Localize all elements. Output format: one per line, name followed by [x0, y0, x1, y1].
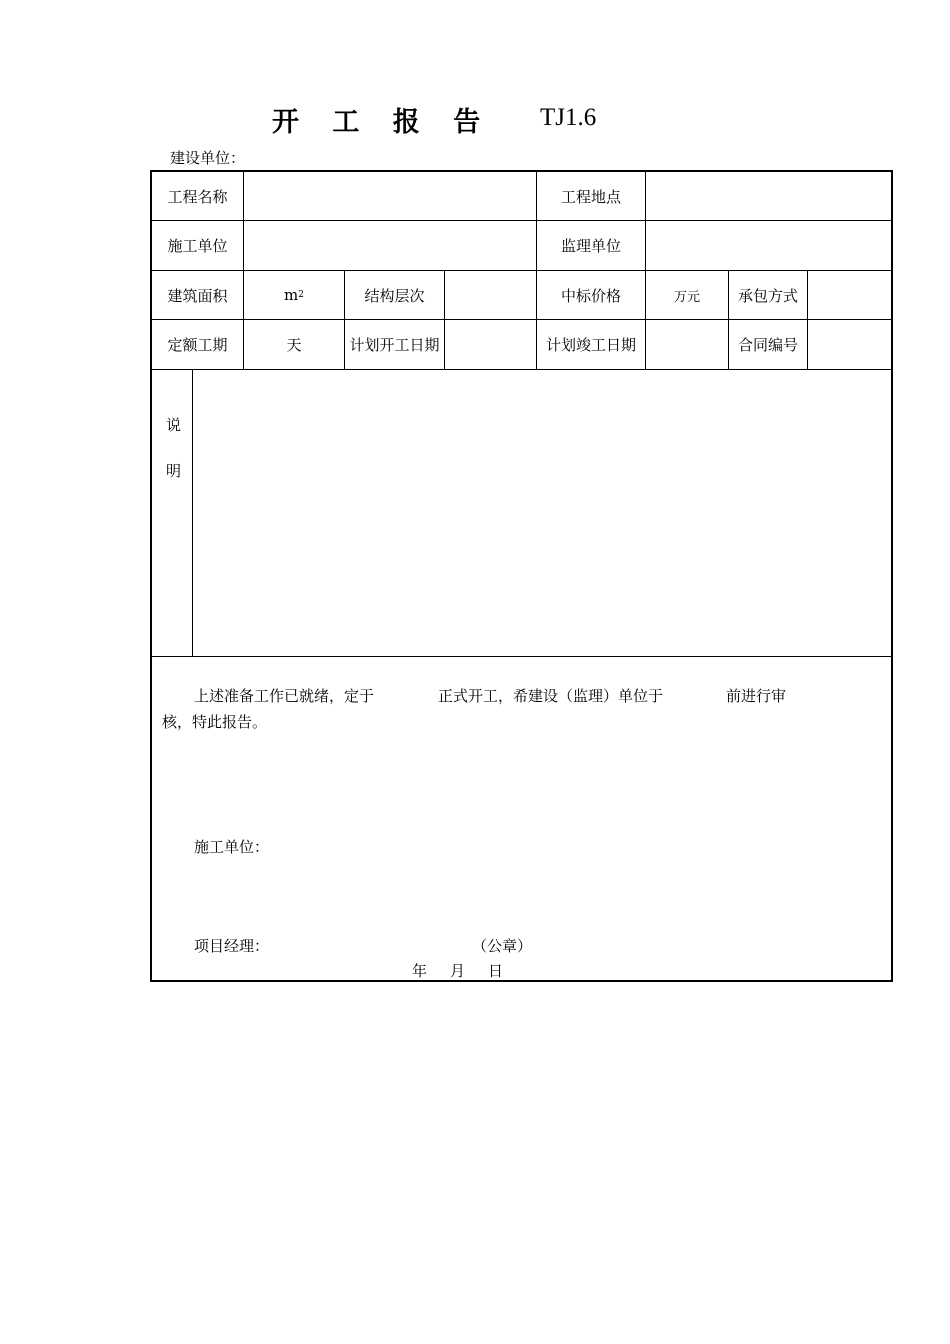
notes-field[interactable]: [193, 370, 891, 656]
notes-label-char: 说: [166, 416, 182, 434]
statement-part2: 正式开工，希建设（监理）单位于: [438, 687, 664, 705]
construction-unit-label: 施工单位: [167, 237, 228, 255]
page-title: 开 工 报 告: [272, 107, 493, 138]
project-name-label: 工程名称: [167, 187, 228, 206]
price-unit: 万元: [673, 289, 700, 305]
quota-period-field[interactable]: [244, 320, 344, 369]
bid-price-label: 中标价格: [560, 286, 621, 305]
builder-unit-label: 建设单位：: [170, 149, 246, 167]
supervision-unit-label: 监理单位: [560, 237, 621, 255]
statement-part1: 上述准备工作已就绪，定于: [194, 687, 375, 705]
planned-finish-label: 计划竣工日期: [545, 336, 636, 354]
contract-mode-field[interactable]: [808, 271, 891, 319]
planned-start-label: 计划开工日期: [349, 336, 440, 354]
statement-line2: 核，特此报告。: [162, 713, 268, 731]
date-month-label: 月: [450, 962, 466, 980]
project-location-label: 工程地点: [560, 187, 621, 206]
project-location-field[interactable]: [646, 172, 891, 220]
project-name-field[interactable]: [244, 172, 536, 220]
quota-period-label: 定额工期: [167, 336, 228, 354]
row-divider: [152, 656, 891, 657]
period-unit: 天: [286, 336, 302, 354]
construction-unit-signature-label: 施工单位：: [194, 838, 270, 856]
contract-no-label: 合同编号: [737, 336, 798, 354]
building-area-field[interactable]: [244, 271, 344, 319]
project-manager-label: 项目经理：: [194, 937, 270, 955]
official-seal-label: （公章）: [472, 937, 533, 955]
form-code: TJ1.6: [540, 104, 597, 131]
planned-start-field[interactable]: [445, 320, 536, 369]
date-day-label: 日: [488, 962, 504, 980]
contract-mode-label: 承包方式: [737, 286, 798, 305]
area-unit-superscript: 2: [298, 290, 304, 300]
bid-price-field[interactable]: [646, 271, 728, 319]
structure-floors-field[interactable]: [445, 271, 536, 319]
structure-floors-label: 结构层次: [364, 286, 425, 305]
area-unit: m: [284, 286, 299, 304]
building-area-label: 建筑面积: [167, 286, 228, 305]
date-year-label: 年: [412, 962, 428, 980]
construction-unit-field[interactable]: [244, 221, 536, 270]
report-form-table: [150, 170, 893, 982]
supervision-unit-field[interactable]: [646, 221, 891, 270]
contract-no-field[interactable]: [808, 320, 891, 369]
planned-finish-field[interactable]: [646, 320, 728, 369]
notes-label-char: 明: [166, 462, 182, 480]
statement-part3: 前进行审: [726, 687, 787, 705]
